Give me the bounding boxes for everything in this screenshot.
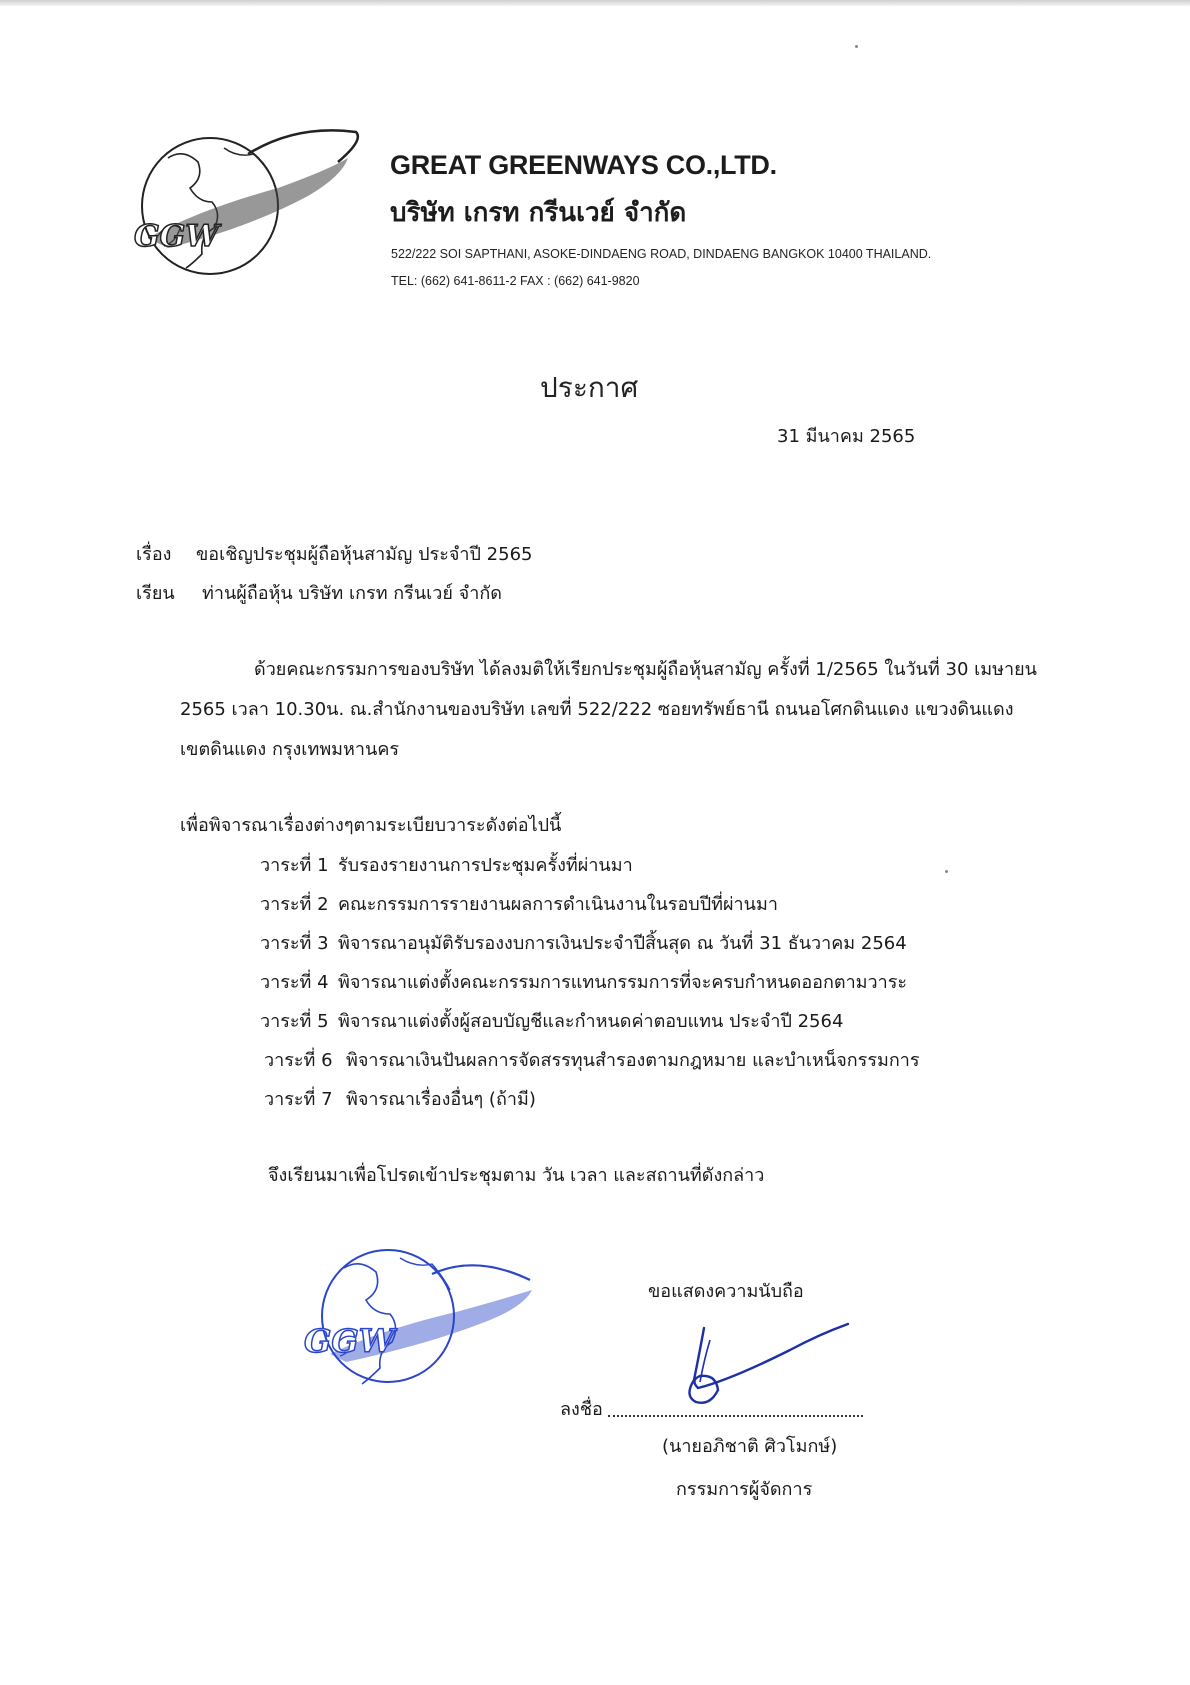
company-name-english: GREAT GREENWAYS CO.,LTD. [390,150,777,180]
scan-speck [855,45,858,48]
agenda-intro: เพื่อพิจารณาเรื่องต่างๆตามระเบียบวาระดังต่อไปนี้ [180,815,562,836]
company-address: 522/222 SOI SAPTHANI, ASOKE-DINDAENG ROAD, DINDAENG BANGKOK 10400 THAILAND. [391,247,932,261]
agenda-item-2-text: คณะกรรมการรายงานผลการดำเนินงานในรอบปีที่ผ่านมา [338,894,778,915]
recipient-label: เรียน [136,583,175,604]
agenda-item-3-text: พิจารณาอนุมัติรับรองงบการเงินประจำปีสิ้นสุด ณ วันที่ 31 ธันวาคม 2564 [338,933,907,954]
stamp-text: GGW [304,1322,395,1360]
globe-ring-logo-icon [128,118,368,288]
agenda-item-5-label: วาระที่ 5 [260,1011,329,1032]
signature-mark [670,1310,870,1410]
sign-label: ลงชื่อ [560,1399,603,1420]
subject-label: เรื่อง [136,544,172,565]
signature-line [608,1415,863,1417]
agenda-item-4-text: พิจารณาแต่งตั้งคณะกรรมการแทนกรรมการที่จะครบกำหนดออกตามวาระ [338,972,908,993]
scan-edge [0,0,1190,6]
signer-name: (นายอภิชาติ ศิวโมกษ์) [662,1436,838,1457]
agenda-item-1-text: รับรองรายงานการประชุมครั้งที่ผ่านมา [338,855,633,876]
document-date: 31 มีนาคม 2565 [777,426,916,447]
company-name-thai: บริษัท เกรท กรีนเวย์ จำกัด [390,198,687,228]
regards-text: ขอแสดงความนับถือ [648,1281,804,1302]
agenda-item-1-label: วาระที่ 1 [260,855,329,876]
body-line-2: 2565 เวลา 10.30น. ณ.สำนักงานของบริษัท เลขที่ 522/222 ซอยทรัพย์ธานี ถนนอโศกดินแดง แขวงดินแดง [180,699,1014,720]
body-line-3: เขตดินแดง กรุงเทพมหานคร [180,739,400,760]
body-line-1: ด้วยคณะกรรมการของบริษัท ได้ลงมติให้เรียกประชุมผู้ถือหุ้นสามัญ ครั้งที่ 1/2565 ในวันที่ 30 เมษายน [254,659,1037,680]
agenda-item-7-text: พิจารณาเรื่องอื่นๆ (ถ้ามี) [346,1089,536,1110]
agenda-item-6-label: วาระที่ 6 [264,1050,333,1071]
agenda-item-4-label: วาระที่ 4 [260,972,329,993]
document-title: ประกาศ [540,371,639,404]
agenda-item-7-label: วาระที่ 7 [264,1089,333,1110]
agenda-item-3-label: วาระที่ 3 [260,933,329,954]
agenda-item-5-text: พิจารณาแต่งตั้งผู้สอบบัญชีและกำหนดค่าตอบแทน ประจำปี 2564 [338,1011,844,1032]
closing-sentence: จึงเรียนมาเพื่อโปรดเข้าประชุมตาม วัน เวลา และสถานที่ดังกล่าว [268,1165,765,1186]
agenda-item-6-text: พิจารณาเงินปันผลการจัดสรรทุนสำรองตามกฎหมาย และบำเหน็จกรรมการ [346,1050,920,1071]
signer-position: กรรมการผู้จัดการ [676,1479,813,1500]
agenda-item-2-label: วาระที่ 2 [260,894,329,915]
logo-text: GGW [134,219,219,254]
subject-text: ขอเชิญประชุมผู้ถือหุ้นสามัญ ประจำปี 2565 [196,544,533,565]
company-contact: TEL: (662) 641-8611-2 FAX : (662) 641-9820 [391,274,640,288]
company-stamp-icon [300,1234,540,1404]
recipient-text: ท่านผู้ถือหุ้น บริษัท เกรท กรีนเวย์ จำกัด [202,583,502,604]
scan-speck [945,870,948,873]
